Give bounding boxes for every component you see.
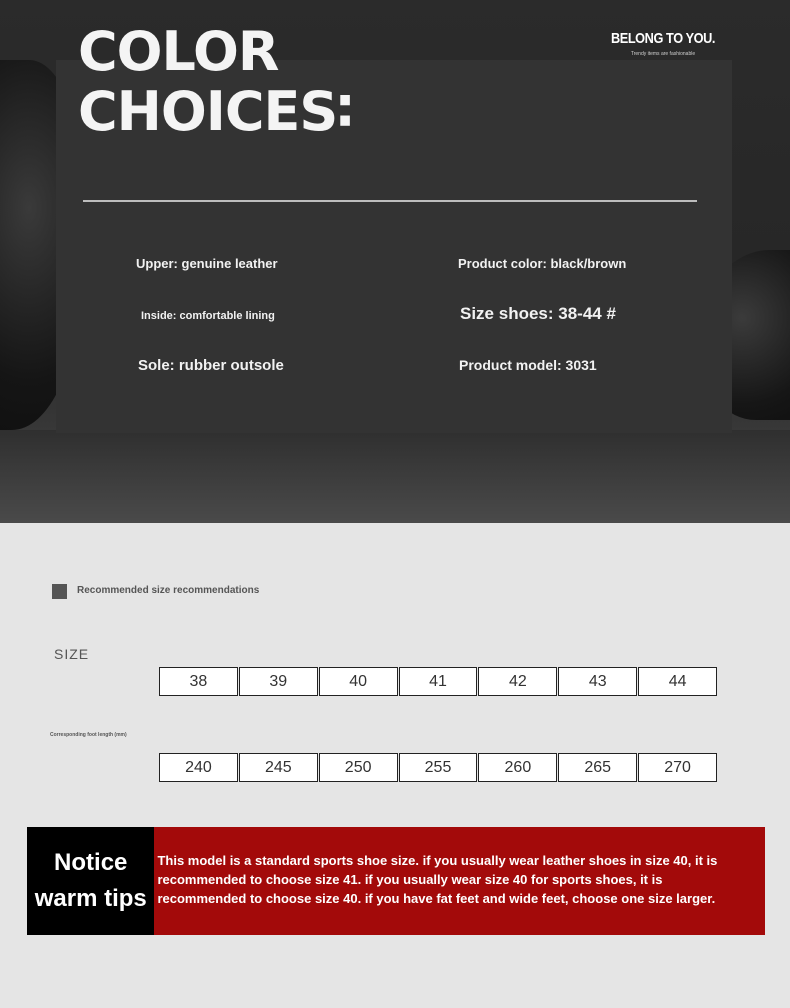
title-line-2: CHOICES∶ [78, 80, 353, 143]
notice-title-line-2: warm tips [34, 885, 147, 912]
size-label: SIZE [54, 646, 90, 662]
spec-color: Product color: black/brown [458, 256, 627, 271]
spec-size: Size shoes: 38-44 # [460, 304, 616, 323]
foot-length-cell: 270 [638, 753, 717, 782]
notice-banner [27, 827, 765, 935]
foot-length-label: Corresponding foot length (mm) [50, 732, 127, 738]
notice-title-line-1: Notice [54, 849, 128, 876]
foot-length-cell: 240 [159, 753, 238, 782]
size-cell: 41 [399, 667, 478, 696]
square-bullet-icon [52, 584, 67, 599]
spec-sole: Sole: rubber outsole [138, 357, 284, 374]
foot-length-cell: 260 [478, 753, 557, 782]
size-cell: 43 [558, 667, 637, 696]
size-cell: 44 [638, 667, 717, 696]
page-title [78, 22, 352, 142]
foot-length-cell: 245 [239, 753, 318, 782]
spec-upper: Upper: genuine leather [136, 256, 278, 271]
title-line-1: COLOR [78, 20, 279, 83]
foot-length-row [159, 753, 717, 782]
floor-background [0, 430, 790, 523]
foot-length-cell: 250 [319, 753, 398, 782]
foot-length-cell: 255 [399, 753, 478, 782]
divider-line [83, 200, 697, 202]
size-cell: 42 [478, 667, 557, 696]
brand-name: BELONG TO YOU. [610, 30, 716, 47]
spec-model: Product model: 3031 [459, 357, 597, 373]
foot-length-cell: 265 [558, 753, 637, 782]
size-cell: 39 [239, 667, 318, 696]
notice-text: This model is a standard sports shoe size. if you usually wear leather shoes in size 40, it is recommended to choose size 41. if you usually wear size 40 for sports shoes, it is recommended to choose size 40. if you have fat feet and wide feet, choose one size larger. [157, 853, 718, 906]
size-row [159, 667, 717, 696]
brand-logo [600, 30, 726, 57]
brand-tagline: Trendy items are fashionable [630, 51, 696, 57]
spec-inside: Inside: comfortable lining [141, 310, 275, 322]
size-cell: 40 [319, 667, 398, 696]
notice-title [27, 827, 154, 935]
size-cell: 38 [159, 667, 238, 696]
recommend-label: Recommended size recommendations [77, 585, 260, 596]
